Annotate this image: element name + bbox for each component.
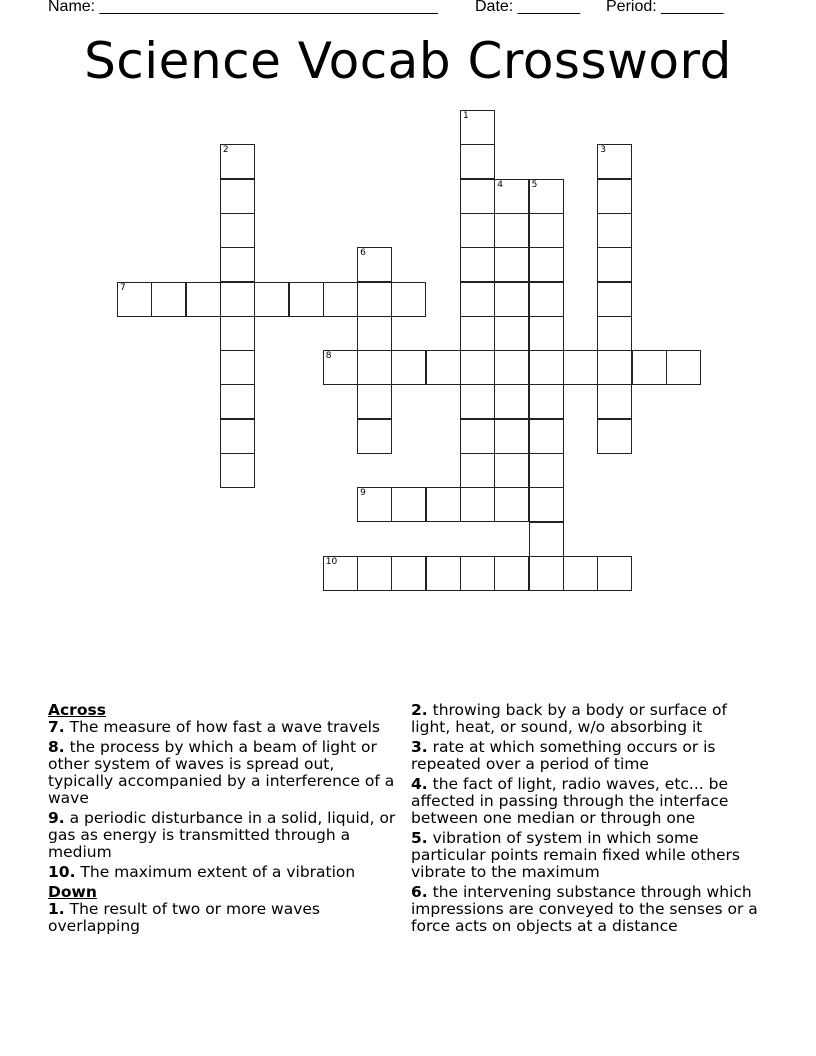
clue-number: 3 xyxy=(600,145,606,156)
grid-cell[interactable] xyxy=(494,419,529,454)
clue-item-text: a periodic disturbance in a solid, liquid, or gas as energy is transmitted through a medium xyxy=(48,809,396,861)
grid-cell[interactable] xyxy=(460,487,495,522)
grid-cell[interactable] xyxy=(117,282,152,317)
clue-item xyxy=(411,776,771,827)
grid-cell[interactable] xyxy=(494,179,529,214)
grid-cell[interactable] xyxy=(254,282,289,317)
grid-cell[interactable] xyxy=(597,316,632,351)
grid-cell[interactable] xyxy=(220,282,255,317)
grid-cell[interactable] xyxy=(494,247,529,282)
grid-cell[interactable] xyxy=(460,213,495,248)
clue-item-number: 7. xyxy=(48,718,65,736)
grid-cell[interactable] xyxy=(494,453,529,488)
clues-column-left xyxy=(48,702,404,938)
grid-cell[interactable] xyxy=(494,487,529,522)
grid-cell[interactable] xyxy=(460,419,495,454)
grid-cell[interactable] xyxy=(460,350,495,385)
clue-item xyxy=(411,884,771,935)
clue-number: 4 xyxy=(497,179,504,190)
grid-cell[interactable] xyxy=(597,556,632,591)
clue-item-text: the intervening substance through which impressions are conveyed to the senses or a force acts on objects at a distance xyxy=(411,883,758,935)
grid-cell[interactable] xyxy=(426,350,461,385)
clue-item-text: vibration of system in which some particular points remain fixed while others vibrate to the maximum xyxy=(411,829,741,881)
grid-cell[interactable] xyxy=(597,213,632,248)
grid-cell[interactable] xyxy=(529,316,564,351)
clue-item xyxy=(48,719,404,736)
date-field[interactable]: Date: _______ xyxy=(475,0,580,15)
grid-cell[interactable] xyxy=(426,556,461,591)
grid-cell[interactable] xyxy=(597,247,632,282)
clue-item-number: 2. xyxy=(411,701,428,719)
grid-cell[interactable] xyxy=(289,282,324,317)
clue-item-number: 9. xyxy=(48,809,65,827)
clue-item xyxy=(48,810,404,861)
clue-item-text: The maximum extent of a vibration xyxy=(80,863,356,881)
grid-cell[interactable] xyxy=(323,350,358,385)
grid-cell[interactable] xyxy=(391,556,426,591)
grid-cell[interactable] xyxy=(220,144,255,179)
grid-cell[interactable] xyxy=(529,350,564,385)
clue-number: 1 xyxy=(463,111,469,121)
clue-item-number: 3. xyxy=(411,738,428,756)
grid-cell[interactable] xyxy=(460,144,495,179)
grid-cell[interactable] xyxy=(460,179,495,214)
down-clue-list-left xyxy=(48,901,404,935)
grid-cell[interactable] xyxy=(494,316,529,351)
clue-item-text: rate at which something occurs or is repeated over a period of time xyxy=(411,738,716,773)
grid-cell[interactable] xyxy=(357,316,392,351)
grid-cell[interactable] xyxy=(357,282,392,317)
grid-cell[interactable] xyxy=(460,316,495,351)
grid-cell[interactable] xyxy=(186,282,221,317)
grid-cell[interactable] xyxy=(220,350,255,385)
down-heading: Down xyxy=(48,883,97,901)
grid-cell[interactable] xyxy=(460,556,495,591)
grid-cell[interactable] xyxy=(460,247,495,282)
clue-item xyxy=(411,830,771,881)
clue-number: 9 xyxy=(360,488,366,499)
grid-cell[interactable] xyxy=(391,350,426,385)
clue-item-text: The measure of how fast a wave travels xyxy=(69,718,380,736)
grid-cell[interactable] xyxy=(529,522,564,557)
grid-cell[interactable] xyxy=(460,453,495,488)
grid-cell[interactable] xyxy=(220,247,255,282)
grid-cell[interactable] xyxy=(597,384,632,419)
page-title: Science Vocab Crossword xyxy=(84,32,732,90)
name-field[interactable]: Name: ______________________________________ xyxy=(48,0,438,15)
grid-cell[interactable] xyxy=(494,556,529,591)
grid-cell[interactable] xyxy=(391,487,426,522)
grid-cell[interactable] xyxy=(494,282,529,317)
grid-cell[interactable] xyxy=(460,384,495,419)
grid-cell[interactable] xyxy=(220,179,255,214)
grid-cell[interactable] xyxy=(529,384,564,419)
clue-number: 10 xyxy=(325,556,338,567)
grid-cell[interactable] xyxy=(323,556,358,591)
grid-cell[interactable] xyxy=(391,282,426,317)
clue-item-text: The result of two or more waves overlapping xyxy=(48,900,321,935)
down-clue-list-right xyxy=(411,702,771,935)
grid-cell[interactable] xyxy=(597,419,632,454)
grid-cell[interactable] xyxy=(529,556,564,591)
clue-number: 5 xyxy=(531,179,538,190)
grid-cell[interactable] xyxy=(357,384,392,419)
grid-cell[interactable] xyxy=(529,487,564,522)
grid-cell[interactable] xyxy=(220,384,255,419)
grid-cell[interactable] xyxy=(220,316,255,351)
grid-cell[interactable] xyxy=(494,213,529,248)
grid-cell[interactable] xyxy=(529,247,564,282)
clue-item-number: 6. xyxy=(411,883,428,901)
grid-cell[interactable] xyxy=(323,282,358,317)
clue-item-number: 10. xyxy=(48,863,76,881)
grid-cell[interactable] xyxy=(357,350,392,385)
clue-item-text: the process by which a beam of light or other system of waves is spread out, typically accompanied by a interference of a wave xyxy=(48,738,395,807)
grid-cell[interactable] xyxy=(597,282,632,317)
grid-cell[interactable] xyxy=(563,556,598,591)
grid-cell[interactable] xyxy=(494,384,529,419)
grid-cell[interactable] xyxy=(460,110,495,145)
clue-item-text: throwing back by a body or surface of light, heat, or sound, w/o absorbing it xyxy=(411,701,727,736)
clue-item-number: 1. xyxy=(48,900,65,918)
grid-cell[interactable] xyxy=(220,213,255,248)
grid-cell[interactable] xyxy=(220,419,255,454)
grid-cell[interactable] xyxy=(220,453,255,488)
grid-cell[interactable] xyxy=(151,282,186,317)
clue-number: 7 xyxy=(120,282,126,293)
grid-cell[interactable] xyxy=(357,247,392,282)
clue-item-number: 8. xyxy=(48,738,65,756)
grid-cell[interactable] xyxy=(632,350,667,385)
grid-cell[interactable] xyxy=(597,144,632,179)
clue-item-number: 5. xyxy=(411,829,428,847)
clue-item xyxy=(48,739,404,807)
clue-number: 8 xyxy=(325,351,332,362)
clue-number: 2 xyxy=(222,145,229,156)
grid-cell[interactable] xyxy=(357,487,392,522)
grid-cell[interactable] xyxy=(597,350,632,385)
across-heading: Across xyxy=(48,701,106,719)
grid-cell[interactable] xyxy=(529,179,564,214)
period-field[interactable]: Period: _______ xyxy=(606,0,724,15)
grid-cell[interactable] xyxy=(597,179,632,214)
clue-item-text: the fact of light, radio waves, etc... be affected in passing through the interface between one median or through one xyxy=(411,775,729,827)
clue-item xyxy=(48,901,404,935)
grid-cell[interactable] xyxy=(426,487,461,522)
grid-cell[interactable] xyxy=(494,350,529,385)
grid-cell[interactable] xyxy=(529,213,564,248)
clue-item xyxy=(411,702,771,736)
grid-cell[interactable] xyxy=(460,282,495,317)
clue-item xyxy=(411,739,771,773)
grid-cell[interactable] xyxy=(529,453,564,488)
grid-cell[interactable] xyxy=(529,282,564,317)
grid-cell[interactable] xyxy=(357,556,392,591)
clue-number: 6 xyxy=(360,248,366,259)
clues-column-right xyxy=(411,702,771,938)
grid-cell[interactable] xyxy=(529,419,564,454)
clue-item-number: 4. xyxy=(411,775,428,793)
across-clue-list xyxy=(48,719,404,881)
grid-cell[interactable] xyxy=(357,419,392,454)
grid-cell[interactable] xyxy=(666,350,701,385)
clue-item xyxy=(48,864,404,881)
grid-cell[interactable] xyxy=(563,350,598,385)
